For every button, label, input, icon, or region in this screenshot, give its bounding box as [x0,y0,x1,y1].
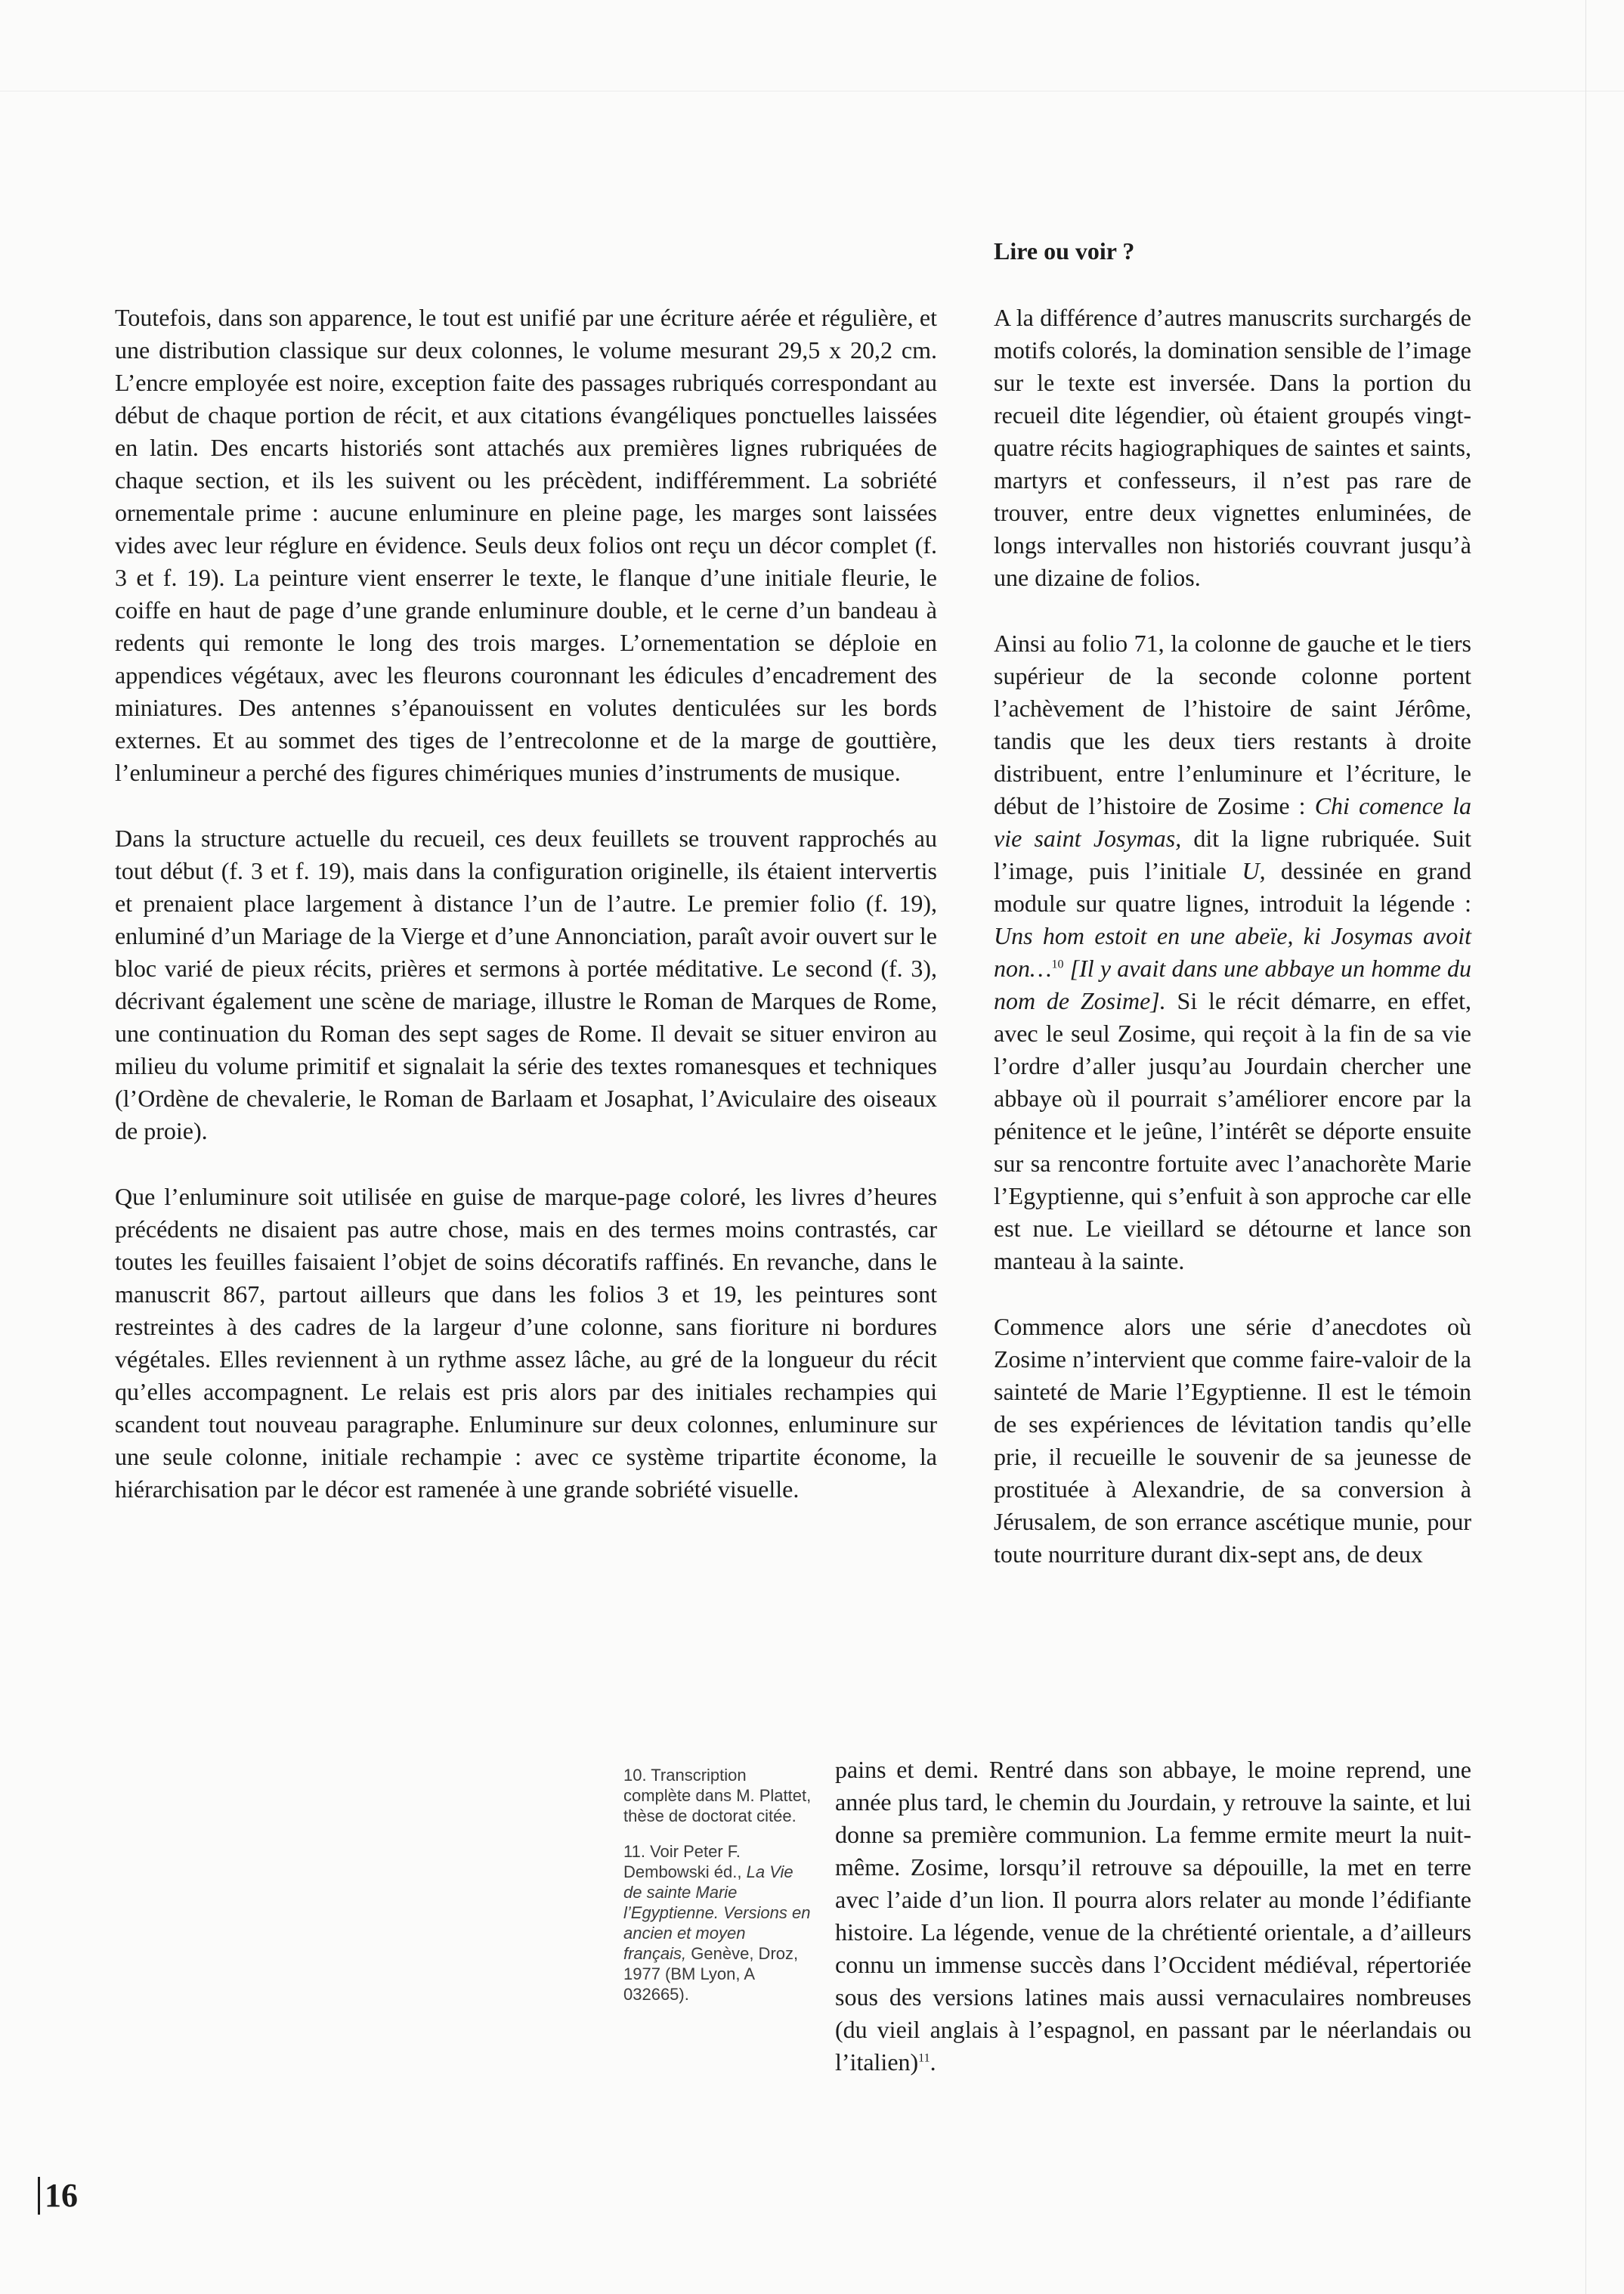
bottom-text-block [835,1754,1471,2079]
paragraph: Toutefois, dans son apparence, le tout est unifié par une écriture aérée et régulière, et une distribution classique sur deux colonnes, le volume mesurant 29,5 x 20,2 cm. L’encre employée est noire, exception faite des passages rubriqués correspondant au début de chaque portion de récit, et aux citations évangéliques ponctuelles laissées en latin. Des encarts historiés sont attachés aux premières lignes rubriquées de chaque section, et ils les suivent ou les précèdent, indifféremment. La sobriété ornementale prime : aucune enluminure en pleine page, les marges sont laissées vides avec leur réglure en évidence. Seuls deux folios ont reçu un décor complet (f. 3 et f. 19). La peinture vient enserrer le texte, le flanque d’une initiale fleurie, le coiffe en haut de page d’une grande enluminure double, et le cerne d’un bandeau à redents qui remonte le long des trois marges. L’ornementation se déploie en appendices végétaux, avec les fleurons couronnant les édicules d’encadrement des miniatures. Des antennes s’épanouissent en volutes denticulées sur les bords externes. Et au sommet des tiges de l’entrecolonne et de la marge de gouttière, l’enlumineur a perché des figures chimériques munies d’instruments de musique. [115,304,937,786]
text-run: pains et demi. Rentré dans son abbaye, le moine reprend, une année plus tard, le chemin du Jourdain, y retrouve la sainte, et lui donne sa première communion. La femme ermite meurt la nuit-même. Zosime, lorsqu’il retrouve sa dépouille, la met en terre avec l’aide d’un lion. Il pourra alors relater au monde l’édifiante histoire. La légende, venue de la chrétienté orientale, a d’ailleurs connu un immense succès dans l’Occident médiéval, répertoriée sous des versions latines mais aussi vernaculaires nombreuses (du vieil anglais à l’espagnol, en passant par le néerlandais ou l’italien) [835,1756,1471,2076]
right-edge-rule [1585,0,1586,2294]
paragraph: Dans la structure actuelle du recueil, ces deux feuillets se trouvent rapprochés au tout début (f. 3 et f. 19), mais dans la configuration originelle, ils étaient intervertis et prenaient place largement à distance l’un de l’autre. Le premier folio (f. 19), enluminé d’un Mariage de la Vierge et d’une Annonciation, paraît avoir ouvert sur le bloc varié de pieux récits, prières et sermons à portée méditative. Le second (f. 3), décrivant également une scène de mariage, illustre le Roman de Marques de Rome, une continuation du Roman des sept sages de Rome. Il devait se situer environ au milieu du volume primitif et signalait la série des textes romanesques et techniques (l’Ordène de chevalerie, le Roman de Barlaam et Josaphat, l’Aviculaire des oiseaux de proie). [115,825,937,1144]
text-run: Ainsi au folio 71, la colonne de gauche et le tiers supérieur de la seconde colonne portent l’achèvement de l’histoire de saint Jérôme, tandis que les deux tiers restants à droite distribuent, entre l’enluminure et l’écriture, le début de l’histoire de Zosime : [994,630,1471,819]
footnote-11 [623,1841,812,2005]
paragraph: Commence alors une série d’anecdotes où Zosime n’intervient que comme faire-valoir de la sainteté de Marie l’Egyptienne. Il est le témoin de ses expériences de lévitation tandis qu’elle prie, il recueille le souvenir de sa jeunesse de prostituée à Alexandrie, de sa conversion à Jérusalem, de son errance ascétique munie, pour toute nourriture durant dix-sept ans, de deux [994,1313,1471,1568]
footnote-text: Genève, Droz, 1977 (BM Lyon, A 032665). [623,1944,799,2004]
text-run: Si le récit démarre, en effet, avec le seul Zosime, qui reçoit à la fin de sa vie l’ordre d’aller jusqu’au Jourdain chercher une abbaye où il pourrait s’améliorer encore par la pénitence et le jeûne, l’intérêt se déporte ensuite sur sa rencontre fortuite avec l’anachorète Marie l’Egyptienne, qui s’enfuit à son approche car elle est nue. Le vieillard se détourne et lance son manteau à la sainte. [994,987,1472,1274]
paragraph: Que l’enluminure soit utilisée en guise de marque-page coloré, les livres d’heures précédents ne disaient pas autre chose, mais en des termes moins contrastés, car toutes les feuilles faisaient l’objet de soins décoratifs raffinés. En revanche, dans le manuscrit 867, partout ailleurs que dans les folios 3 et 19, les peintures sont restreintes à des cadres de la largeur d’une colonne, sans fioriture ni bordures végétales. Elles reviennent à un rythme assez lâche, au gré de la longueur du récit qu’elles accompagnent. Le relais est pris alors par des initiales rechampies qui scandent tout nouveau paragraphe. Enluminure sur deux colonnes, enluminure sur une seule colonne, initiale rechampie : avec ce système tripartite économe, la hiérarchisation par le décor est ramenée à une grande sobriété visuelle. [115,1183,937,1503]
footnotes [623,1765,812,2020]
rubric-quote: Chi comence la vie saint Josymas, [994,792,1472,852]
footnote-10: 10. Transcription complète dans M. Plattet, thèse de doctorat citée. [623,1766,812,1825]
text-run: dit la ligne rubriquée. Suit l’image, puis l’initiale [994,825,1472,884]
translation: [Il y avait dans une abbaye un homme du nom de Zosime]. [994,955,1472,1014]
text-run: dessinée en grand module sur quatre lignes, introduit la légende : [994,857,1472,917]
footnote-ref: 11 [918,2051,930,2065]
right-column [994,302,1471,1571]
footnote-text: 11. Voir Peter F. Dembowski éd., [623,1842,742,1881]
initial-letter: U, [1242,857,1266,884]
paragraph: A la différence d’autres manuscrits surchargés de motifs colorés, la domination sensible de l’image sur le texte est inversée. Dans la portion du recueil dite légendier, où étaient groupés vingt-quatre récits hagiographiques de saintes et saints, martyrs et confesseurs, il n’est pas rare de trouver, entre deux vignettes enluminées, de longs intervalles non historiés couvrant jusqu’à une dizaine de folios. [994,304,1471,591]
footnote-title: La Vie de sainte Marie l’Egyptienne. Versions en ancien et moyen français, [623,1862,811,1963]
paragraph [994,627,1471,1277]
text-run: . [930,2048,936,2076]
footnote-ref: 10 [1051,958,1064,971]
legend-quote: Uns hom estoit en une abeïe, ki Josymas avoit non… [994,922,1471,982]
section-heading: Lire ou voir ? [994,237,1135,265]
page-number: 16 [38,2177,78,2215]
paragraph-continuation [835,1754,1471,2079]
left-column [115,302,937,1506]
